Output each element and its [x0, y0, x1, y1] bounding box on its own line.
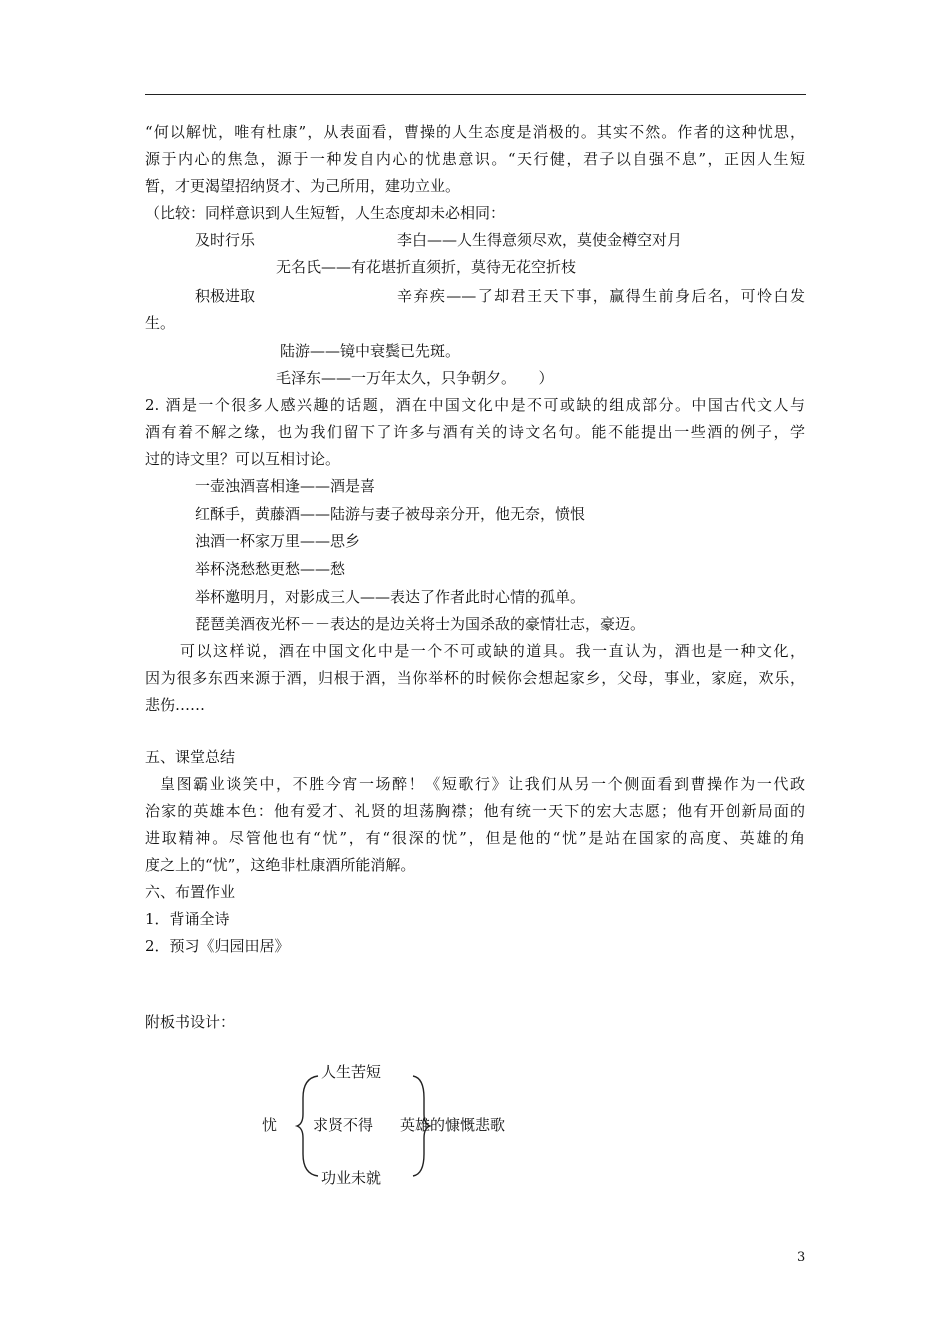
wine-example: 举杯浇愁愁更愁——愁: [195, 560, 346, 578]
compare-example-libai: 李白——人生得意须尽欢，莫使金樽空对月: [397, 231, 683, 249]
summary-heading: 五、课堂总结: [145, 748, 236, 766]
board-branch-2: 求贤不得: [313, 1116, 374, 1134]
wine-conclusion-line-2: 因为很多东西来源于酒，归根于酒，当你举杯的时候你会想起家乡，父母，事业，家庭，欢乐，: [145, 669, 805, 687]
wine-line-2: 酒有着不解之缘，也为我们留下了许多与酒有关的诗文名句。能不能提出一些酒的例子，学: [145, 423, 805, 441]
summary-line-4: 度之上的“忧”，这绝非杜康酒所能消解。: [145, 856, 416, 874]
homework-item-1: 1．背诵全诗: [145, 910, 230, 928]
summary-line-1: 皇图霸业谈笑中，不胜今宵一场醉！《短歌行》让我们从另一个侧面看到曹操作为一代政: [160, 775, 805, 793]
board-center: 忧: [262, 1116, 278, 1134]
page-number: 3: [797, 1250, 806, 1265]
compare-example-wumingshi: 无名氏——有花堪折直须折，莫待无花空折枝: [276, 258, 577, 276]
homework-item-2: 2．预习《归园田居》: [145, 937, 290, 955]
compare-heading: （比较：同样意识到人生短暂，人生态度却未必相同：: [145, 204, 506, 222]
compare-example-luyou: 陆游——镜中衰鬓已先斑。: [280, 342, 461, 360]
compare-category-2: 积极进取: [195, 287, 256, 305]
compare-example-xinqiji: 辛弃疾——了却君王天下事，赢得生前身后名，可怜白发: [397, 287, 805, 305]
board-branch-1: 人生苦短: [321, 1063, 382, 1081]
compare-category-1: 及时行乐: [195, 231, 256, 249]
intro-line-2: 源于内心的焦急，源于一种发自内心的忧患意识。“天行健，君子以自强不息”，正因人生短: [145, 150, 805, 168]
summary-line-3: 进取精神。尽管他也有“忧”，有“很深的忧”，但是他的“忧”是站在国家的高度、英雄的角: [145, 829, 805, 847]
wine-example: 浊酒一杯家万里——思乡: [195, 532, 361, 550]
compare-example-xinqiji-cont: 生。: [145, 314, 176, 332]
intro-line-1: “何以解忧，唯有杜康”，从表面看，曹操的人生态度是消极的。其实不然。作者的这种忧思，: [145, 123, 805, 141]
wine-example: 一壶浊酒喜相逢——酒是喜: [195, 477, 376, 495]
compare-example-maozedong: 毛泽东——一万年太久，只争朝夕。 ）: [276, 369, 554, 387]
wine-line-1: 2. 酒是一个很多人感兴趣的话题，酒在中国文化中是不可或缺的组成部分。中国古代文人与: [145, 396, 805, 414]
homework-heading: 六、布置作业: [145, 883, 236, 901]
wine-conclusion-line-1: 可以这样说，酒在中国文化中是一个不可或缺的道具。我一直认为，酒也是一种文化，: [180, 642, 805, 660]
board-branch-3: 功业未就: [321, 1169, 382, 1187]
wine-example: 琵琶美酒夜光杯－－表达的是边关将士为国杀敌的豪情壮志，豪迈。: [195, 615, 646, 633]
wine-example: 红酥手，黄藤酒——陆游与妻子被母亲分开，他无奈，愤恨: [195, 505, 586, 523]
board-heading: 附板书设计：: [145, 1013, 236, 1031]
wine-line-3: 过的诗文里？可以互相讨论。: [145, 450, 341, 468]
intro-line-3: 暂，才更渴望招纳贤才、为己所用，建功立业。: [145, 177, 461, 195]
board-result: 英雄的慷慨悲歌: [400, 1116, 506, 1134]
wine-conclusion-line-3: 悲伤……: [145, 696, 206, 714]
summary-line-2: 治家的英雄本色：他有爱才、礼贤的坦荡胸襟；他有统一天下的宏大志愿；他有开创新局面的: [145, 802, 805, 820]
wine-example: 举杯邀明月，对影成三人——表达了作者此时心情的孤单。: [195, 588, 586, 606]
